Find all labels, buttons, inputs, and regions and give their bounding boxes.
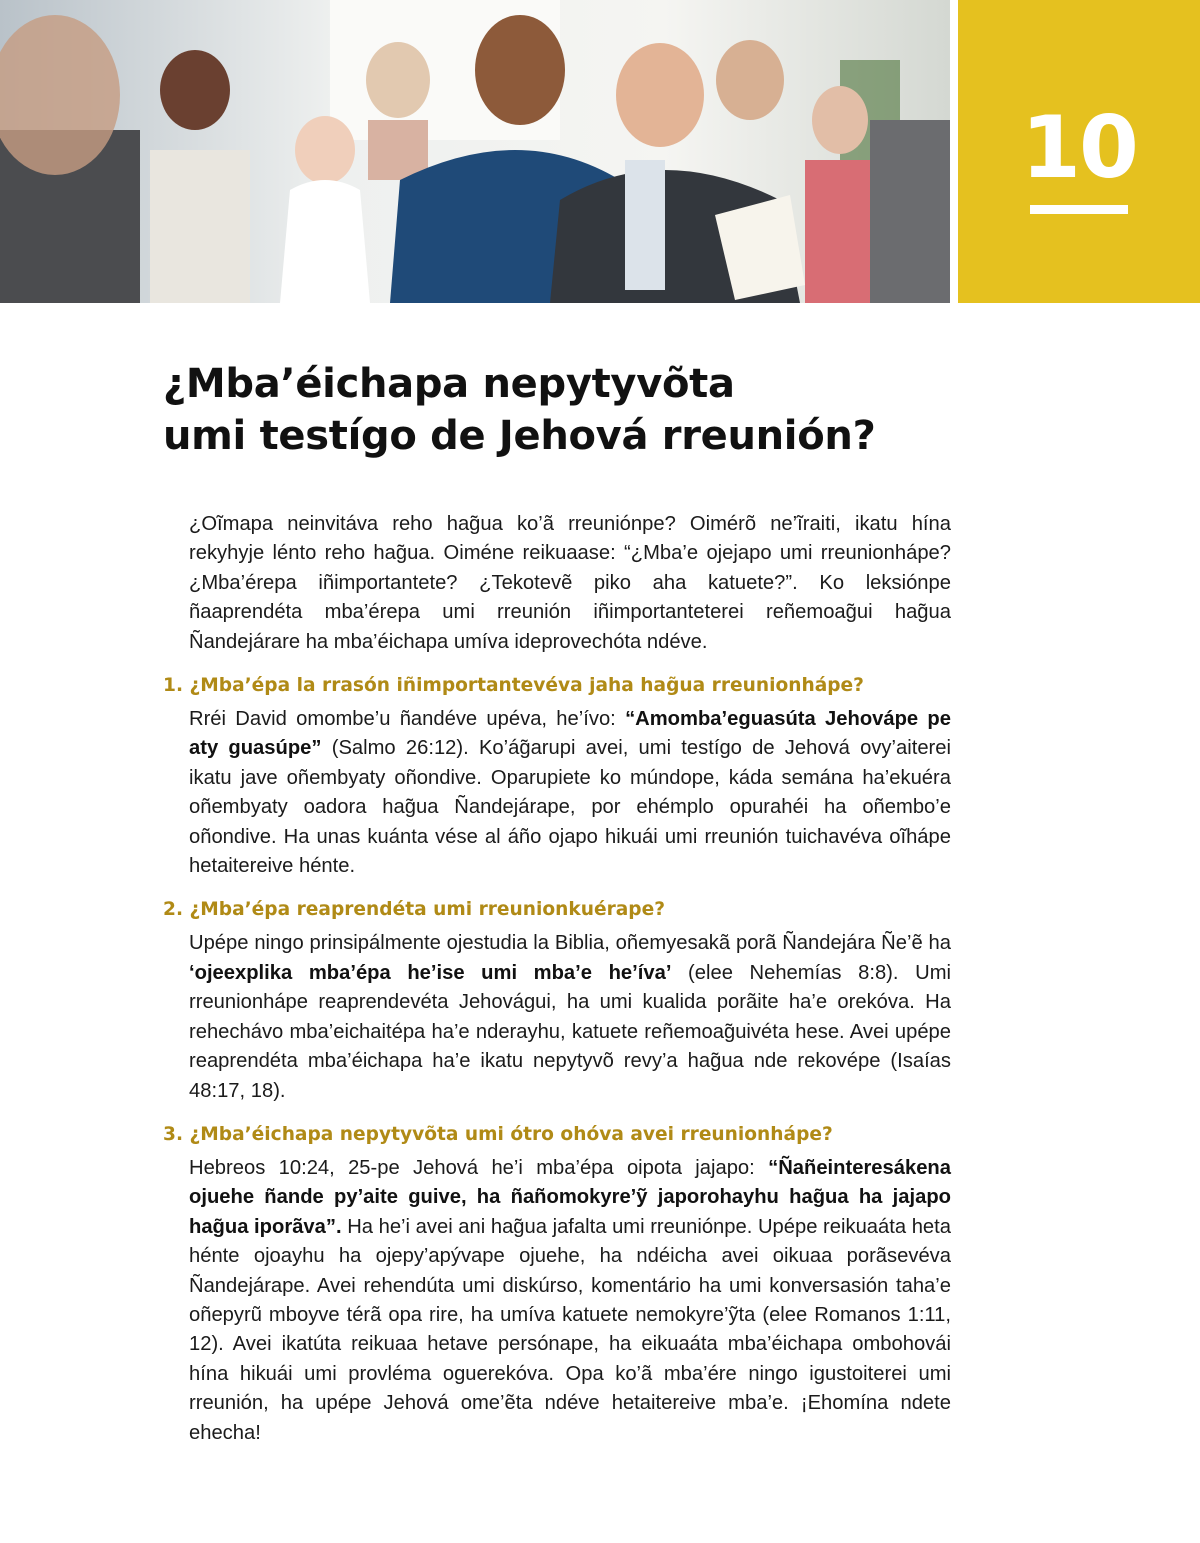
answer-1-text-a: Rréi David omombe’u ñandéve upéva, he’ívo: bbox=[189, 708, 626, 731]
answer-2 bbox=[189, 929, 951, 1105]
intro-paragraph: ¿Oĩmapa neinvitáva reho hag̃ua ko’ã rreuniónpe? Oimérõ ne’ĩraiti, ikatu hína rekyhyje lénto reho hag̃ua. Oiméne reikuaase: “¿Mba’e ojejapo umi rreunionhápe? ¿Mba’érepa iñimportantete? ¿Tekotevẽ piko aha katuete?”. Ko leksiónpe ñaaprendéta mba’érepa umi rreunión iñimportanteterei reñemoag̃ui hag̃ua Ñandejárare ha mba’éichapa umíva ideprovechóta ndéve. bbox=[189, 513, 951, 653]
header-photo bbox=[0, 0, 950, 303]
title-line-2: umi testígo de Jehová rreunión? bbox=[163, 413, 876, 459]
answer-3-text-a: Hebreos 10:24, 25-pe Jehová he’i mba’épa oipota jajapo: bbox=[189, 1156, 769, 1179]
question-3: 3. ¿Mba’éichapa nepytyvõta umi ótro ohóva avei rreunionhápe? bbox=[163, 1123, 833, 1145]
question-1: 1. ¿Mba’épa la rrasón iñimportantevéva jaha hag̃ua rreunionhápe? bbox=[163, 675, 864, 697]
answer-2-text-a: Upépe ningo prinsipálmente ojestudia la Biblia, oñemyesakã porã Ñandejára Ñe’ẽ ha bbox=[189, 932, 951, 955]
answer-2-quote: ‘ojeexplika mba’épa he’ise umi mba’e he’íva’ bbox=[189, 961, 672, 984]
answer-1-quote: “Amomba’eguasúta Jehovápe pe aty guasúpe” bbox=[189, 708, 951, 760]
answer-3-quote: “Ñañeinteresákena ojuehe ñande py’aite guive, ha ñañomokyre’ỹ japorohayhu hag̃ua ha jajapo hag̃ua iporãva”. bbox=[189, 1156, 951, 1238]
answer-3-text-b: Ha he’i avei ani hag̃ua jafalta umi rreuniónpe. Upépe reikuaáta heta hénte ojoayhu ha ojepy’apývape ojuehe, ha ndéicha avei oikuaa porãsevéva Ñandejárape. Avei rehendúta umi diskúrso, komentário ha umi konversasión taha’e oñepyrũ mboyve térã opa rire, ha umíva katuete nemokyre’ỹta (elee Romanos 1:11, 12). Avei ikatúta reikuaa hetave persónape, ha eikuaáta mba’éichapa ombohovái hína hikuái umi provléma oguerekóva. Opa ko’ã mba’ére ningo igustoiterei umi rreunión, ha upépe Jehová ome’ẽta ndéve hetaitereive mba’e. ¡Ehomína ndete ehecha! bbox=[189, 1215, 951, 1444]
lesson-number: 10 bbox=[1021, 98, 1137, 198]
answer-1 bbox=[189, 705, 951, 881]
page-title bbox=[163, 358, 1063, 462]
title-line-1: ¿Mba’éichapa nepytyvõta bbox=[163, 361, 735, 407]
lesson-number-badge bbox=[958, 0, 1200, 303]
question-2: 2. ¿Mba’épa reaprendéta umi rreunionkuérape? bbox=[163, 899, 666, 921]
lesson-content bbox=[163, 510, 951, 1462]
answer-1-text-b: (Salmo 26:12). Ko’ág̃arupi avei, umi testígo de Jehová ovy’aiterei ikatu jave oñembyaty oñondive. Oparupiete ko múndope, káda semána ha’ekuéra oñembyaty oadora hag̃ua Ñandejárape, por ehémplo opurahéi ha oñembo’e oñondive. Ha unas kuánta vése al áño ojapo hikuái umi rreunión tuichavéva oĩhápe hetaitereive hénte. bbox=[189, 737, 951, 878]
answer-3 bbox=[189, 1154, 951, 1448]
answer-2-text-b: (elee Nehemías 8:8). Umi rreunionhápe reaprendevéta Jehovágui, ha umi kualida porãite ha’e orekóva. Ha rehechávo mba’eichaitépa ha’e nderayhu, katuete reñemoag̃uivéta hese. Avei upépe reaprendéta mba’éichapa ha’e ikatu nepytyvõ revy’a hag̃ua nde rekovépe (Isaías 48:17, 18). bbox=[189, 961, 951, 1102]
badge-underline bbox=[1030, 205, 1128, 214]
